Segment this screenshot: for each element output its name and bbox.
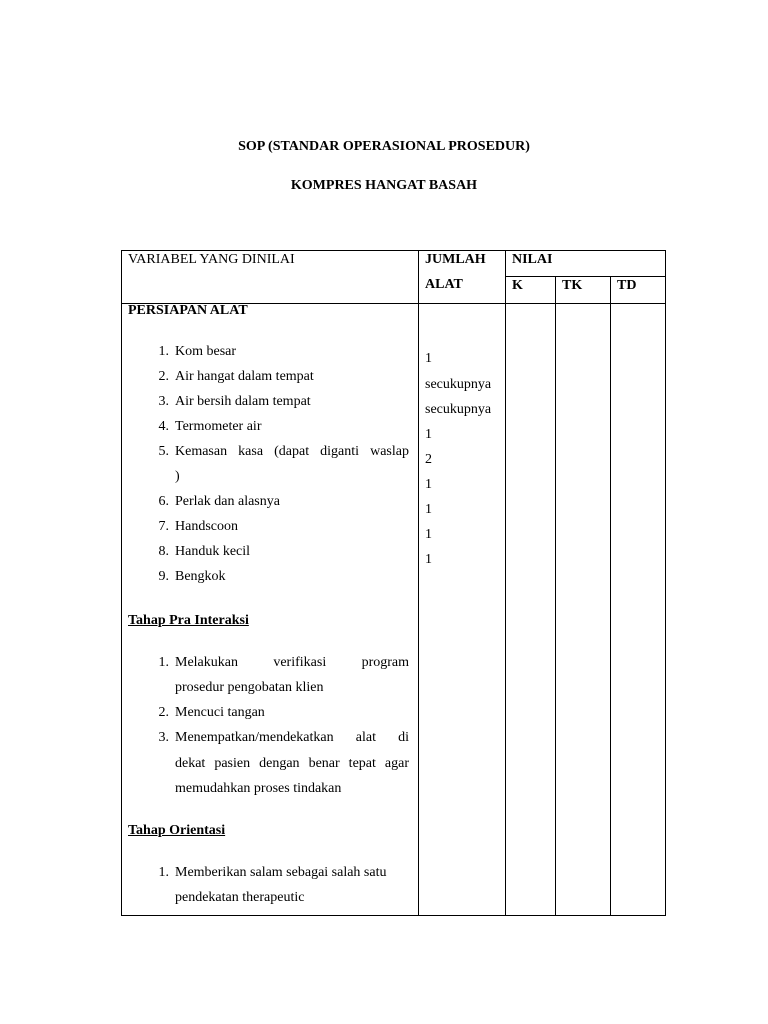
item-number: 2. [158,705,169,720]
header-td: TD [617,278,637,293]
item-number: 2. [158,369,169,384]
item-number: 6. [158,494,169,509]
item-text: Melakukan verifikasi program [175,655,409,670]
table-border-col-td [610,276,611,916]
list-item-continuation [175,781,409,797]
table-border-left [121,250,122,916]
quantity-value: 2 [425,452,432,467]
item-text: Menempatkan/mendekatkan alat di [175,730,409,745]
section-orientasi: Tahap Orientasi [128,823,226,838]
item-text: memudahkan proses tindakan [175,781,342,796]
item-text: Mencuci tangan [175,705,265,720]
item-text: Air bersih dalam tempat [175,394,311,409]
item-number: 5. [158,444,169,459]
list-item-continuation [175,680,409,696]
section-persiapan-alat: PERSIAPAN ALAT [128,303,248,318]
item-number: 7. [158,519,169,534]
list-item-continuation [175,469,405,485]
table-border-nilai-split [505,276,666,277]
item-text: Handscoon [175,519,238,534]
item-number: 8. [158,544,169,559]
item-number: 4. [158,419,169,434]
item-text: Air hangat dalam tempat [175,369,314,384]
table-border-col-jumlah [418,250,419,916]
header-nilai: NILAI [512,252,553,267]
item-text: pendekatan therapeutic [175,890,305,905]
quantity-value: 1 [425,552,432,567]
table-border-col-nilai [505,250,506,916]
header-alat: ALAT [425,277,463,292]
table-border-col-tk [555,276,556,916]
item-text: Handuk kecil [175,544,251,559]
item-text: Kom besar [175,344,237,359]
item-number: 1. [158,655,169,670]
quantity-value: 1 [425,427,432,442]
document-title: SOP (STANDAR OPERASIONAL PROSEDUR) [238,139,530,154]
item-text: Bengkok [175,569,226,584]
quantity-value: 1 [425,351,432,366]
header-variabel: VARIABEL YANG DINILAI [128,252,295,267]
item-text: prosedur pengobatan klien [175,680,324,695]
item-text: Kemasan kasa (dapat diganti waslap [175,444,409,459]
item-text: Termometer air [175,419,262,434]
header-k: K [512,278,523,293]
item-text: ) [175,469,180,484]
table-border-bottom [121,915,666,916]
item-number: 3. [158,730,169,745]
item-text: dekat pasien dengan benar tepat agar [175,756,409,771]
header-jumlah: JUMLAH [425,252,486,267]
quantity-value: 1 [425,502,432,517]
assessment-table [121,250,666,916]
item-text: Memberikan salam sebagai salah satu [175,865,387,880]
list-item-continuation [175,890,409,906]
list-item-continuation [175,756,409,772]
item-number: 3. [158,394,169,409]
table-border-top [121,250,666,251]
quantity-value: 1 [425,527,432,542]
quantity-value: 1 [425,477,432,492]
section-pra-interaksi: Tahap Pra Interaksi [128,613,249,628]
header-tk: TK [562,278,583,293]
table-border-right [665,250,666,916]
item-number: 9. [158,569,169,584]
document-subtitle: KOMPRES HANGAT BASAH [290,178,478,193]
item-number: 1. [158,865,169,880]
item-text: Perlak dan alasnya [175,494,280,509]
quantity-value: secukupnya [425,402,492,417]
quantity-value: secukupnya [425,377,492,392]
item-number: 1. [158,344,169,359]
